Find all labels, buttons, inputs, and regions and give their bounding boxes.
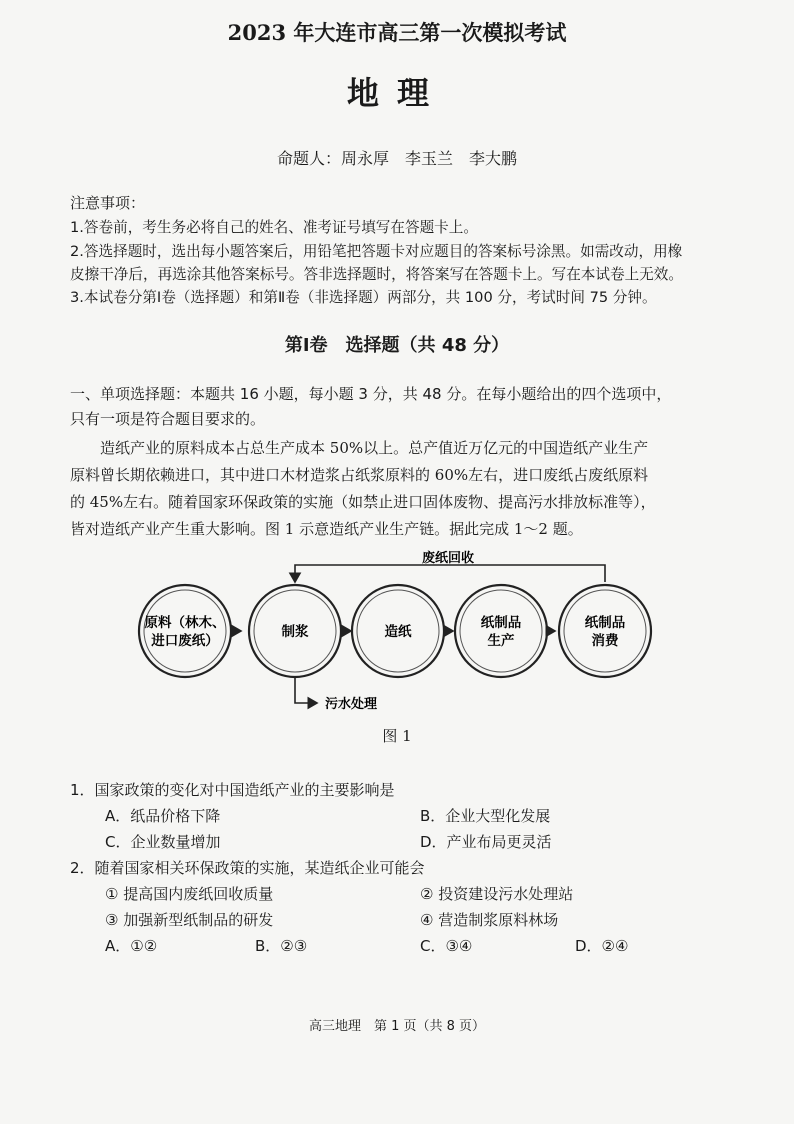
sewage-arrow (295, 678, 317, 703)
section-instruction: 只有一项是符合题目要求的。 (70, 410, 266, 428)
section-instruction: 一、单项选择题：本题共 16 小题，每小题 3 分，共 48 分。在每小题给出的四个选项中， (70, 385, 672, 403)
node-label: 进口废纸） (151, 633, 219, 649)
figure-caption: 图 1 (382, 727, 412, 745)
recycle-label: 废纸回收 (422, 551, 475, 566)
passage-line: 造纸产业的原料成本占总生产成本 50%以上。总产值近万亿元的中国造纸产业生产 (100, 439, 649, 457)
node-pulping (249, 585, 341, 677)
node-label: 消费 (591, 633, 619, 649)
q2-option-a[interactable]: A．①② (105, 937, 158, 955)
q2-statement-3: ③ 加强新型纸制品的研发 (105, 911, 274, 929)
q1-option-a[interactable]: A．纸品价格下降 (105, 807, 221, 825)
node-label: 纸制品 (480, 615, 522, 631)
q2-statement-1: ① 提高国内废纸回收质量 (105, 885, 274, 903)
q2-statement-4: ④ 营造制浆原料林场 (420, 911, 559, 929)
subject-title: 地理 (346, 74, 447, 112)
node-label: 造纸 (384, 624, 412, 640)
section-title: 第Ⅰ卷 选择题（共 48 分） (284, 335, 510, 356)
passage-line: 的 45%左右。随着国家环保政策的实施（如禁止进口固体废物、提高污水排放标准等）， (70, 493, 656, 511)
q2-option-c[interactable]: C．③④ (420, 937, 473, 955)
notice-line: 2.答选择题时，选出每小题答案后，用铅笔把答题卡对应题目的答案标号涂黑。如需改动，用橡 (70, 243, 683, 260)
sewage-label: 污水处理 (325, 697, 378, 712)
authors-line: 命题人：周永厚 李玉兰 李大鹏 (276, 149, 517, 168)
node-label: 纸制品 (584, 615, 626, 631)
exam-title: 2023 年大连市高三第一次模拟考试 (227, 20, 567, 45)
q2-option-b[interactable]: B．②③ (255, 937, 308, 955)
node-product-making (455, 585, 547, 677)
notice-heading: 注意事项： (70, 194, 146, 212)
notice-line: 1.答卷前，考生务必将自己的姓名、准考证号填写在答题卡上。 (70, 219, 478, 236)
node-raw-material (139, 585, 231, 677)
q1-option-d[interactable]: D．产业布局更灵活 (420, 833, 552, 851)
node-label: 制浆 (281, 624, 309, 640)
node-label: 原料（林木、 (144, 615, 226, 631)
recycle-arrow (295, 565, 605, 582)
notice-line: 皮擦干净后，再选涂其他答案标号。答非选择题时，将答案写在答题卡上。写在本试卷上无效。 (70, 266, 683, 283)
q2-statement-2: ② 投资建设污水处理站 (420, 885, 574, 903)
q1-option-b[interactable]: B．企业大型化发展 (420, 807, 551, 825)
node-papermaking (352, 585, 444, 677)
question-1-stem: 1．国家政策的变化对中国造纸产业的主要影响是 (70, 781, 395, 799)
passage-line: 原料曾长期依赖进口，其中进口木材造浆占纸浆原料的 60%左右，进口废纸占废纸原料 (70, 466, 649, 484)
q1-option-c[interactable]: C．企业数量增加 (105, 833, 221, 851)
q2-option-d[interactable]: D．②④ (575, 937, 629, 955)
notice-line: 3.本试卷分第Ⅰ卷（选择题）和第Ⅱ卷（非选择题）两部分，共 100 分，考试时间 75 分钟。 (70, 289, 657, 306)
production-chain-diagram (135, 545, 675, 720)
node-consumption (559, 585, 651, 677)
passage-line: 皆对造纸产业产生重大影响。图 1 示意造纸产业生产链。据此完成 1～2 题。 (70, 520, 583, 538)
question-2-stem: 2．随着国家相关环保政策的实施，某造纸企业可能会 (70, 859, 425, 877)
page-footer: 高三地理 第 1 页（共 8 页） (308, 1019, 486, 1034)
node-label: 生产 (487, 633, 515, 649)
